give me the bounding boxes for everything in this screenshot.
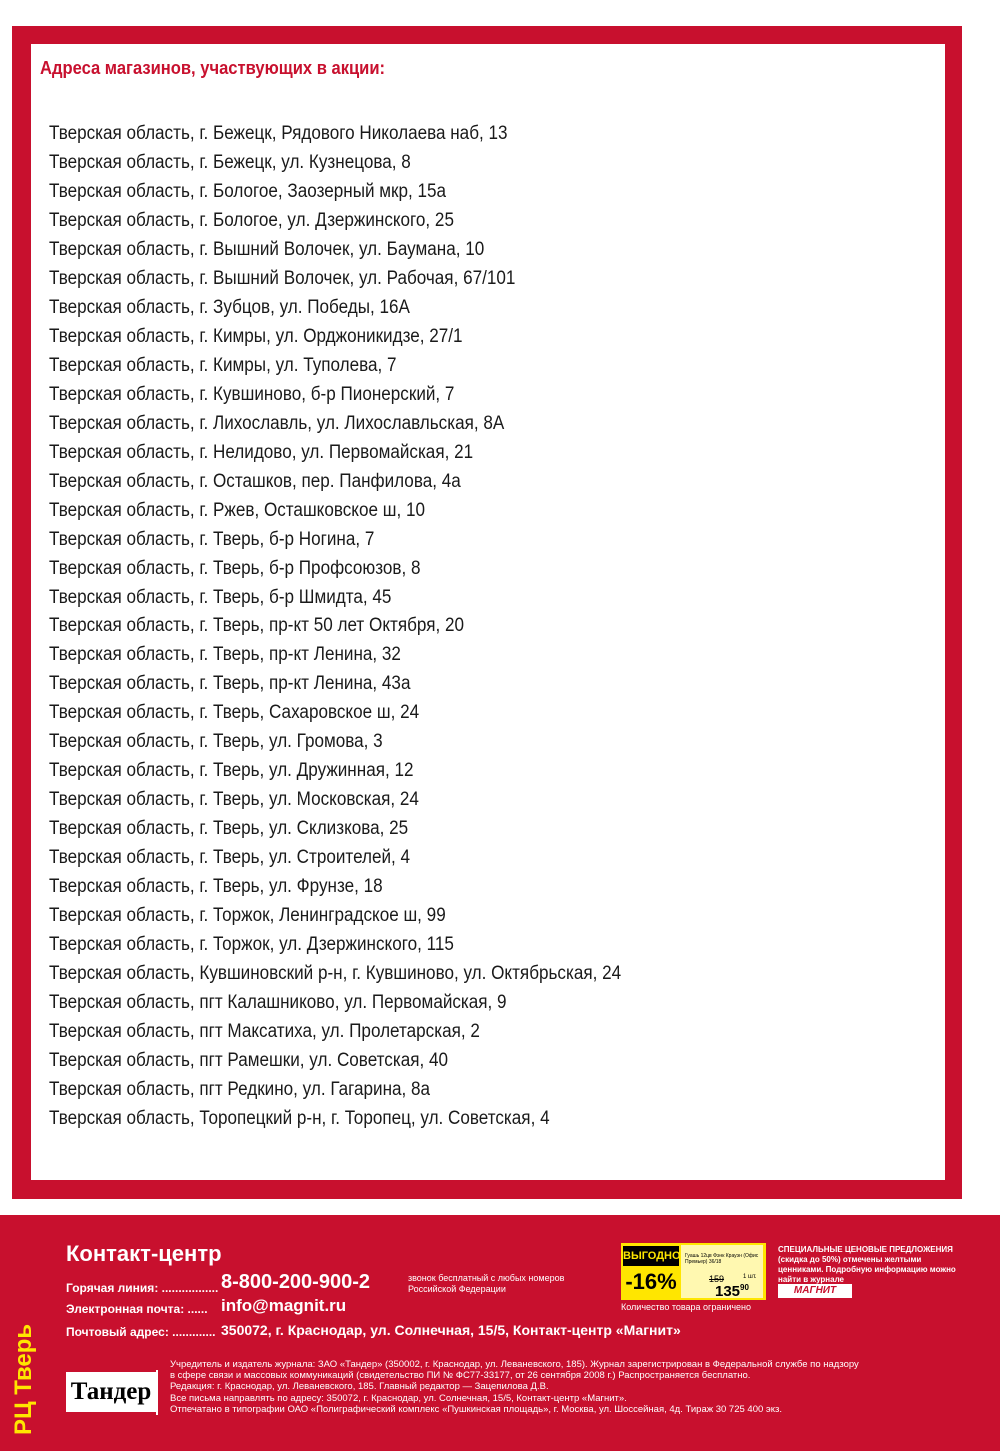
old-price: 159	[709, 1274, 725, 1284]
price-tag-example	[621, 1243, 766, 1300]
hotline-phone-link[interactable]: 8-800-200-900-2	[221, 1271, 370, 1293]
list-item: Тверская область, г. Бологое, Заозерный мкр, 15а	[49, 180, 447, 202]
list-item: Тверская область, пгт Редкино, ул. Гагарина, 8а	[49, 1078, 431, 1100]
list-item: Тверская область, г. Бежецк, ул. Кузнецова, 8	[49, 151, 411, 173]
list-item: Тверская область, г. Тверь, Сахаровское ш, 24	[49, 702, 420, 724]
list-item: Тверская область, г. Торжок, ул. Дзержинского, 115	[49, 934, 454, 956]
list-item: Тверская область, г. Кимры, ул. Туполева, 7	[49, 354, 397, 376]
list-item: Тверская область, г. Тверь, пр-кт Ленина, 43а	[49, 673, 411, 695]
list-item: Тверская область, г. Кимры, ул. Орджоникидзе, 27/1	[49, 325, 463, 347]
legal-info	[170, 1359, 970, 1415]
postal-address: 350072, г. Краснодар, ул. Солнечная, 15/5, Контакт-центр «Магнит»	[221, 1322, 681, 1338]
product-name: Гуашь 12цв Фэнк Крауэн (Офис Премьер) 36/18	[685, 1253, 759, 1265]
legal-line: Редакция: г. Краснодар, ул. Леваневского, 185. Главный редактор — Зацепилова Д.В.	[170, 1381, 549, 1393]
list-item: Тверская область, пгт Рамешки, ул. Советская, 40	[49, 1050, 448, 1071]
magnit-logo: МАГНИТ	[778, 1284, 852, 1298]
new-price-kop: 90	[740, 1283, 749, 1292]
legal-line: в сфере связи и массовых коммуникаций (свидетельство ПИ № ФС77-33177, от 26 сентября 2008 г.) Распространяется бесплатно.	[170, 1370, 751, 1382]
limited-note: Количество товара ограничено	[621, 1302, 752, 1312]
address-list	[49, 120, 685, 1134]
tander-logo: Тандер	[66, 1372, 156, 1412]
list-item: Тверская область, пгт Калашниково, ул. Первомайская, 9	[49, 992, 507, 1014]
list-item: Тверская область, г. Зубцов, ул. Победы, 16А	[49, 296, 410, 318]
list-item: Тверская область, г. Ржев, Осташковское ш, 10	[49, 499, 425, 521]
special-offers-note: СПЕЦИАЛЬНЫЕ ЦЕНОВЫЕ ПРЕДЛОЖЕНИЯ (скидка до 50%) отмечены желтыми ценниками. Подробную информацию можно найти в журнале	[778, 1245, 956, 1284]
new-price	[715, 1283, 749, 1300]
list-item: Тверская область, г. Тверь, ул. Громова, 3	[49, 731, 383, 753]
page-title: Адреса магазинов, участвующих в акции:	[40, 58, 386, 78]
email-link[interactable]: info@magnit.ru	[221, 1296, 347, 1315]
email-label: Электронная почта: ......	[66, 1302, 208, 1316]
discount-percent: -16%	[625, 1269, 677, 1294]
list-item: Тверская область, г. Тверь, б-р Ногина, 7	[49, 528, 375, 550]
free-call-note: звонок бесплатный с любых номеров Российской Федерации	[408, 1273, 565, 1294]
vygodno-badge: ВЫГОДНО	[623, 1246, 679, 1266]
postal-label: Почтовый адрес: .............	[66, 1325, 216, 1339]
legal-line: Отпечатано в типографии ОАО «Полиграфический комплекс «Пушкинская площадь», г. Москва, ул. Шоссейная, 4д. Тираж 30 725 400 экз.	[170, 1403, 783, 1415]
list-item: Тверская область, Торопецкий р-н, г. Торопец, ул. Советская, 4	[49, 1107, 550, 1129]
legal-line: Все письма направлять по адресу: 350072, г. Краснодар, ул. Солнечная, 15/5, Контакт-центр «Магнит».	[170, 1392, 627, 1404]
price-card	[681, 1245, 763, 1298]
list-item: Тверская область, г. Вышний Волочек, ул. Баумана, 10	[49, 238, 485, 260]
list-item: Тверская область, г. Бологое, ул. Дзержинского, 25	[49, 209, 454, 231]
list-item: Тверская область, г. Нелидово, ул. Первомайская, 21	[49, 441, 474, 463]
logo-divider	[156, 1370, 158, 1415]
list-item: Тверская область, г. Тверь, ул. Склизкова, 25	[49, 818, 409, 840]
list-item: Тверская область, г. Тверь, б-р Шмидта, 45	[49, 586, 392, 608]
list-item: Тверская область, г. Тверь, ул. Строителей, 4	[49, 847, 411, 869]
list-item: Тверская область, г. Тверь, б-р Профсоюзов, 8	[49, 557, 421, 579]
contact-center-title: Контакт-центр	[66, 1241, 222, 1266]
list-item: Тверская область, г. Тверь, ул. Дружинная, 12	[49, 760, 414, 782]
hotline-label: Горячая линия: .................	[66, 1281, 219, 1295]
region-label: РЦ Тверь	[10, 1323, 37, 1435]
new-price-rub: 135	[715, 1283, 741, 1300]
list-item: Тверская область, г. Осташков, пер. Панфилова, 4а	[49, 470, 461, 492]
list-item: Тверская область, г. Тверь, ул. Московская, 24	[49, 789, 419, 811]
list-item: Тверская область, г. Тверь, ул. Фрунзе, 18	[49, 876, 383, 898]
list-item: Тверская область, г. Лихославль, ул. Лихославльская, 8А	[49, 412, 505, 434]
list-item: Тверская область, г. Бежецк, Рядового Николаева наб, 13	[49, 123, 508, 144]
legal-line: Учредитель и издатель журнала: ЗАО «Тандер» (350002, г. Краснодар, ул. Леваневского, 185). Журнал зарегистрирован в Федеральной службе по надзору	[170, 1359, 859, 1370]
list-item: Тверская область, пгт Максатиха, ул. Пролетарская, 2	[49, 1021, 480, 1043]
list-item: Тверская область, г. Тверь, пр-кт Ленина, 32	[49, 644, 401, 666]
list-item: Тверская область, Кувшиновский р-н, г. Кувшиново, ул. Октябрьская, 24	[49, 963, 622, 985]
quantity: 1 шт.	[743, 1274, 757, 1280]
list-item: Тверская область, г. Торжок, Ленинградское ш, 99	[49, 905, 446, 927]
list-item: Тверская область, г. Кувшиново, б-р Пионерский, 7	[49, 383, 455, 405]
list-item: Тверская область, г. Тверь, пр-кт 50 лет Октября, 20	[49, 615, 464, 637]
list-item: Тверская область, г. Вышний Волочек, ул. Рабочая, 67/101	[49, 267, 516, 289]
